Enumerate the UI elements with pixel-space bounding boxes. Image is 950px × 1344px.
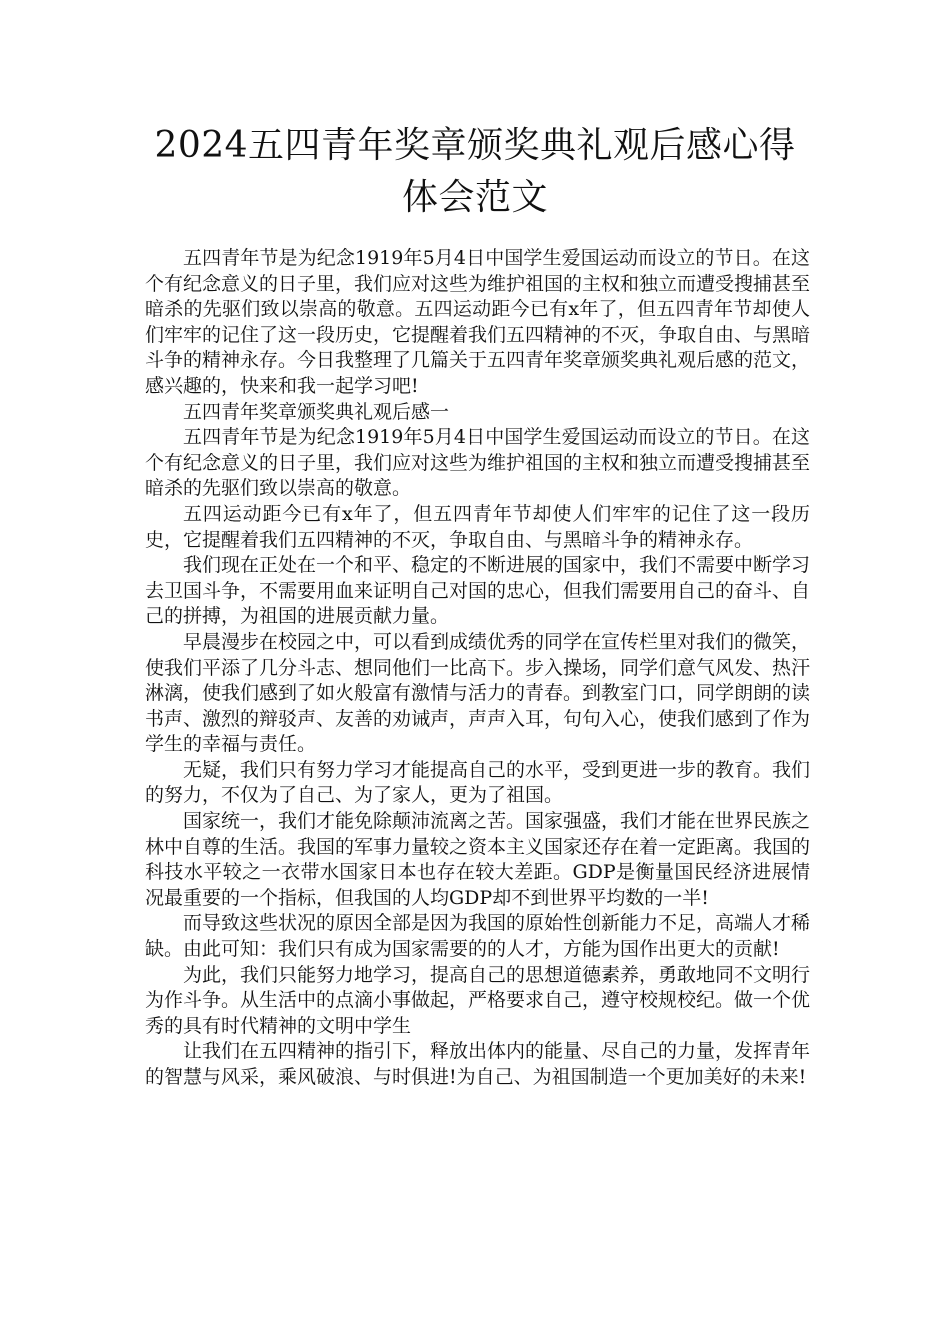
paragraph: 早晨漫步在校园之中，可以看到成绩优秀的同学在宣传栏里对我们的微笑，使我们平添了几分斗志、想同他们一比高下。步入操场，同学们意气风发、热汗淋漓，使我们感到了如火般富有激情与活力的青春。到教室门口，同学朗朗的读书声、激烈的辩驳声、友善的劝诫声，声声入耳，句句入心，使我们感到了作为学生的幸福与责任。 bbox=[145, 630, 811, 756]
paragraph: 而导致这些状况的原因全部是因为我国的原始性创新能力不足，高端人才稀缺。由此可知：我们只有成为国家需要的的人才，方能为国作出更大的贡献! bbox=[145, 912, 811, 961]
document-title: 2024五四青年奖章颁奖典礼观后感心得体会范文 bbox=[154, 125, 796, 218]
paragraph: 五四青年节是为纪念1919年5月4日中国学生爱国运动而设立的节日。在这个有纪念意义的日子里，我们应对这些为维护祖国的主权和独立而遭受搜捕甚至暗杀的先驱们致以崇高的敬意。 bbox=[145, 426, 811, 500]
paragraph: 国家统一，我们才能免除颠沛流离之苦。国家强盛，我们才能在世界民族之林中自尊的生活。我国的军事力量较之资本主义国家还存在着一定距离。我国的科技水平较之一衣带水国家日本也存在较大差距。GDP是衡量国民经济进展情况最重要的一个指标，但我国的人均GDP却不到世界平均数的一半! bbox=[145, 810, 811, 909]
document-body bbox=[145, 246, 810, 1091]
paragraph: 五四青年节是为纪念1919年5月4日中国学生爱国运动而设立的节日。在这个有纪念意义的日子里，我们应对这些为维护祖国的主权和独立而遭受搜捕甚至暗杀的先驱们致以崇高的敬意。五四运动距今已有x年了，但五四青年节却使人们牢牢的记住了这一段历史，它提醒着我们五四精神的不灭，争取自由、与黑暗斗争的精神永存。今日我整理了几篇关于五四青年奖章颁奖典礼观后感的范文，感兴趣的，快来和我一起学习吧! bbox=[145, 247, 811, 397]
section-heading: 五四青年奖章颁奖典礼观后感一 bbox=[183, 400, 450, 423]
paragraph: 我们现在正处在一个和平、稳定的不断进展的国家中，我们不需要中断学习去卫国斗争，不需要用血来证明自己对国的忠心，但我们需要用自己的奋斗、自己的拼搏，为祖国的进展贡献力量。 bbox=[145, 554, 811, 628]
paragraph: 为此，我们只能努力地学习，提高自己的思想道德素养，勇敢地同不文明行为作斗争。从生活中的点滴小事做起，严格要求自己，遵守校规校纪。做一个优秀的具有时代精神的文明中学生 bbox=[145, 963, 811, 1037]
paragraph: 无疑，我们只有努力学习才能提高自己的水平，受到更进一步的教育。我们的努力，不仅为了自己、为了家人，更为了祖国。 bbox=[145, 758, 811, 807]
paragraph: 五四运动距今已有x年了，但五四青年节却使人们牢牢的记住了这一段历史，它提醒着我们五四精神的不灭，争取自由、与黑暗斗争的精神永存。 bbox=[145, 502, 810, 551]
paragraph: 让我们在五四精神的指引下，释放出体内的能量、尽自己的力量，发挥青年的智慧与风采，乘风破浪、与时俱进!为自己、为祖国制造一个更加美好的未来! bbox=[145, 1040, 811, 1088]
